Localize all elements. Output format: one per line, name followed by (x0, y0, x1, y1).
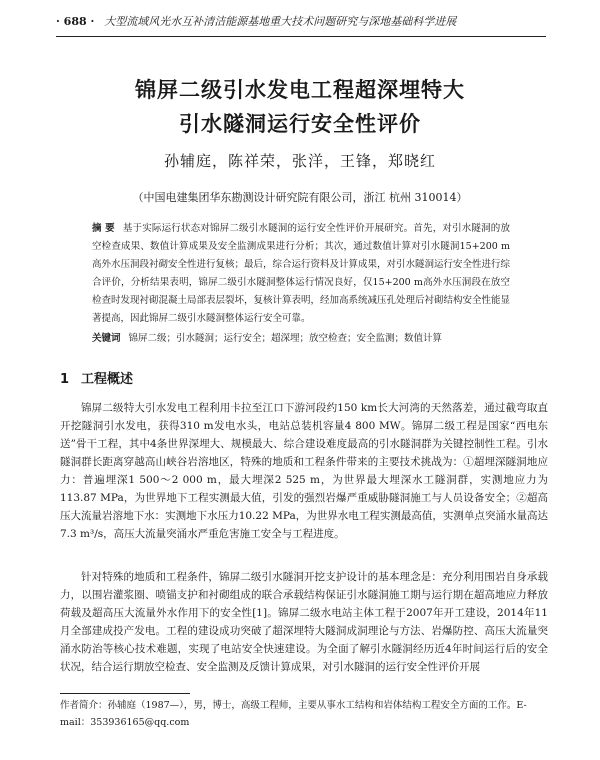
page-number: · 688 · (56, 15, 95, 28)
author-list: 孙辅庭，陈祥荣，张洋，王锋，郑晓红 (163, 152, 436, 170)
title-line-1: 锦屏二级引水发电工程超深埋特大 (135, 78, 465, 102)
body-paragraph-2 (60, 568, 548, 676)
header-rule (56, 36, 546, 37)
body-paragraph-1 (60, 399, 548, 543)
section-title: 工程概述 (81, 372, 134, 387)
paragraph-text: 锦屏二级特大引水发电工程利用卡拉至江口下游河段约150 km长大河湾的天然落差，通过截弯取直开挖隧洞引水发电，获得310 m发电水头，电站总装机容量4 800 MW。锦屏二级工程是国家“西电东送”骨干工程，其中4条世界深埋大、规模最大、综合建设难度最高的引水隧洞群为关键控制性工程。引水隧洞群长距离穿越高山峡谷岩溶地区，特殊的地质和工程条件带来的主要技术挑战为：①超埋深隧洞地应力：普遍埋深1 500～2 000 m，最大埋深2 525 m，为世界最大埋深水工隧洞群，实测地应力为113.87 MPa，为世界地下工程实测最大值，引发的强烈岩爆严重威胁隧洞施工与人员设备安全；②超高压大流量岩溶地下水：实测地下水压力10.22 MPa，为世界水电工程实测最高值，实测单点突涌水量高达7.3 m³/s，高压大流量突涌水严重危害施工安全与工程进度。 (60, 402, 548, 540)
journal-title: 大型流域风光水互补清洁能源基地重大技术问题研究与深地基础科学进展 (104, 15, 457, 28)
author-footnote: 作者简介：孙辅庭（1987—），男，博士，高级工程师，主要从事水工结构和岩体结构工程安全方面的工作。E-mail：353936165@qq.com (60, 700, 527, 728)
paragraph-text: 针对特殊的地质和工程条件，锦屏二级引水隧洞开挖支护设计的基本理念是：充分利用围岩自身承载力，以围岩灌浆圈、喷锚支护和衬砌组成的联合承载结构保证引水隧洞施工期与运行期在超高地应力释放荷载及超高压大流量外水作用下的安全性[1]。锦屏二级水电站主体工程于2007年开工建设，2014年11月全部建成投产发电。工程的建设成功突破了超深埋特大隧洞成洞理论与方法、岩爆防控、高压大流量突涌水防治等核心技术难题，实现了电站安全快速建设。为全面了解引水隧洞经历近4年时间运行后的安全状况，结合运行期放空检查、安全监测及反馈计算成果，对引水隧洞的运行安全性评价开展 (60, 571, 548, 673)
running-header (56, 14, 546, 30)
abstract-text: 基于实际运行状态对锦屏二级引水隧洞的运行安全性评价开展研究。首先，对引水隧洞的放空检查成果、数值计算成果及安全监测成果进行分析；其次，通过数值计算对引水隧洞15+200 m高外水压洞段衬砌安全性进行复核；最后，综合运行资料及计算成果，对引水隧洞运行安全性进行综合评价，分析结果表明，锦屏二级引水隧洞整体运行情况良好，仅15+200 m高外水压洞段在放空检查时发现衬砌混凝土局部表层裂坏，复核计算表明，经加高系统减压孔处理后衬砌结构安全性能显著提高，因此锦屏二级引水隧洞整体运行安全可靠。 (92, 223, 511, 324)
footnote-rule (60, 693, 190, 694)
section-number: 1 (60, 372, 70, 387)
article-title (40, 73, 560, 141)
abstract-label: 摘 要 (92, 223, 115, 234)
keywords (92, 330, 510, 348)
title-line-2: 引水隧洞运行安全性评价 (179, 112, 421, 136)
section-heading (60, 370, 133, 390)
abstract (92, 220, 510, 328)
affiliation: （中国电建集团华东勘测设计研究院有限公司，浙江 杭州 310014） (132, 191, 468, 204)
keywords-text: 锦屏二级；引水隧洞；运行安全；超深埋；放空检查；安全监测；数值计算 (128, 333, 443, 344)
keywords-label: 关键词 (92, 333, 121, 344)
